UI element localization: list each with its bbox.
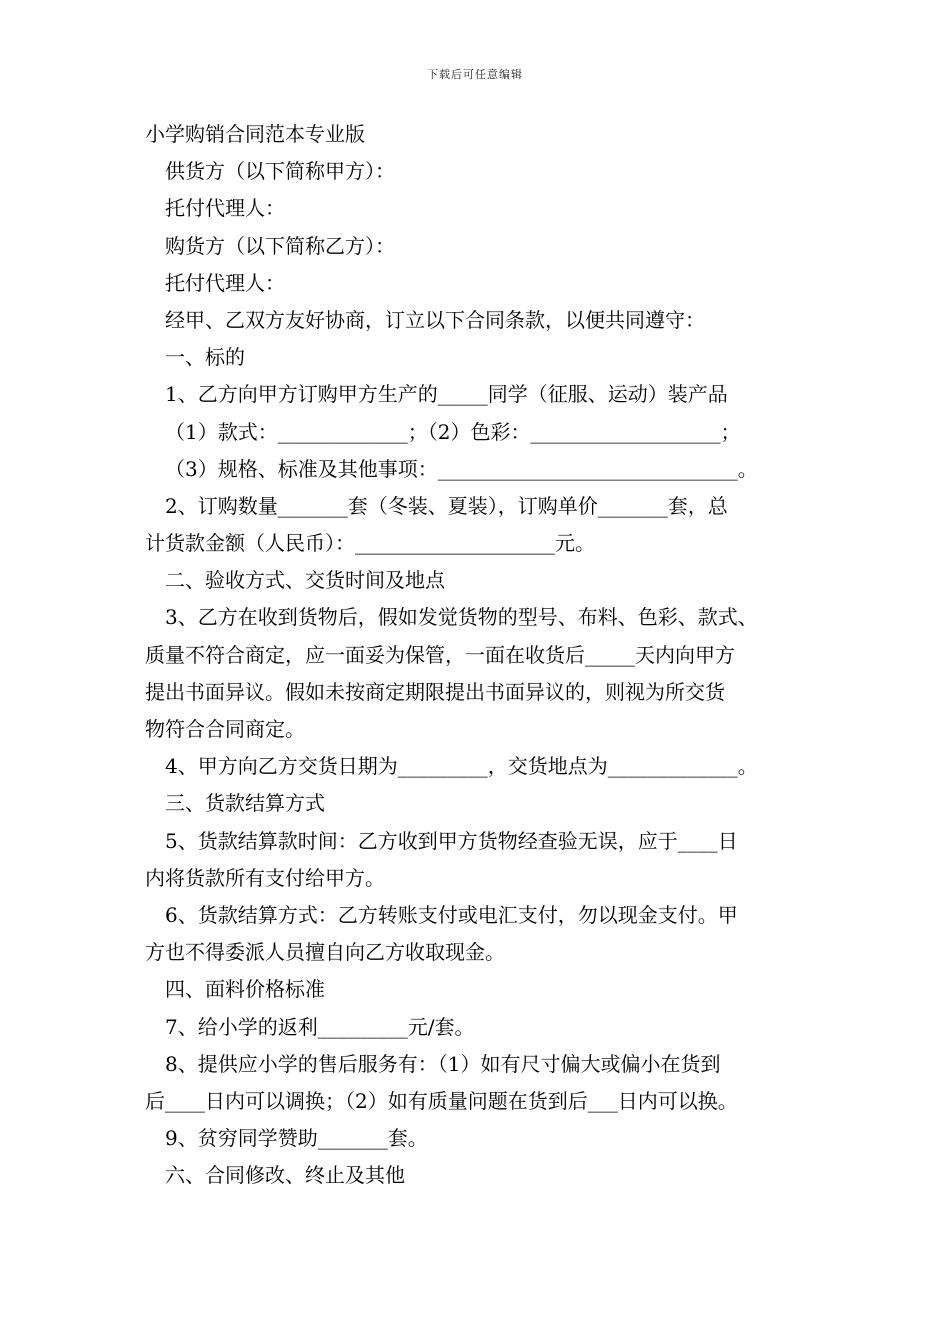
contract-line: 4、甲方向乙方交货日期为_________，交货地点为_____________。 xyxy=(165,754,758,779)
contract-body xyxy=(145,116,835,1194)
contract-line: 一、标的 xyxy=(165,345,245,370)
contract-line: 9、贫穷同学赞助_______套。 xyxy=(165,1126,428,1151)
contract-line: 物符合合同商定。 xyxy=(145,717,305,741)
contract-line: （1）款式：_____________；（2）色彩：___________________； xyxy=(165,419,741,444)
contract-line: 提出书面异议。假如未按商定期限提出书面异议的，则视为所交货 xyxy=(145,679,725,704)
contract-line: 经甲、乙双方友好协商，订立以下合同条款，以便共同遵守： xyxy=(165,307,705,332)
contract-line: 后____日内可以调换；（2）如有质量问题在货到后___日内可以换。 xyxy=(145,1088,738,1113)
contract-line: 内将货款所有支付给甲方。 xyxy=(145,865,385,890)
contract-line: 7、给小学的返利_________元/套。 xyxy=(165,1014,475,1039)
page-header-note: 下载后可任意编辑 xyxy=(427,68,523,81)
contract-line: （3）规格、标准及其他事项：______________________________。 xyxy=(165,456,758,481)
contract-line: 六、合同修改、终止及其他 xyxy=(165,1163,405,1188)
contract-line: 方也不得委派人员擅自向乙方收取现金。 xyxy=(145,940,505,965)
contract-line: 1、乙方向甲方订购甲方生产的_____同学（征服、运动）装产品 xyxy=(165,382,728,407)
contract-line: 5、货款结算款时间：乙方收到甲方货物经查验无误，应于____日 xyxy=(165,828,738,853)
contract-line: 质量不符合商定，应一面妥为保管，一面在收货后_____天内向甲方 xyxy=(145,642,735,667)
contract-line: 2、订购数量_______套（冬装、夏装），订购单价_______套，总 xyxy=(165,493,728,518)
contract-line: 3、乙方在收到货物后，假如发觉货物的型号、布料、色彩、款式、 xyxy=(165,605,758,630)
contract-line: 托付代理人： xyxy=(165,196,285,221)
contract-line: 购货方（以下简称乙方）： xyxy=(165,233,395,258)
contract-line: 托付代理人： xyxy=(165,270,285,295)
contract-line: 计货款金额（人民币）：____________________元。 xyxy=(145,531,595,556)
document-title: 小学购销合同范本专业版 xyxy=(145,122,365,146)
contract-line: 二、验收方式、交货时间及地点 xyxy=(165,568,445,593)
contract-lines xyxy=(145,153,835,1194)
contract-line: 8、提供应小学的售后服务有：（1）如有尺寸偏大或偏小在货到 xyxy=(165,1051,721,1076)
contract-line: 四、面料价格标准 xyxy=(165,977,325,1002)
contract-line: 供货方（以下简称甲方）： xyxy=(165,159,395,184)
contract-line: 三、货款结算方式 xyxy=(165,791,325,816)
contract-line: 6、货款结算方式：乙方转账支付或电汇支付，勿以现金支付。甲 xyxy=(165,902,738,927)
